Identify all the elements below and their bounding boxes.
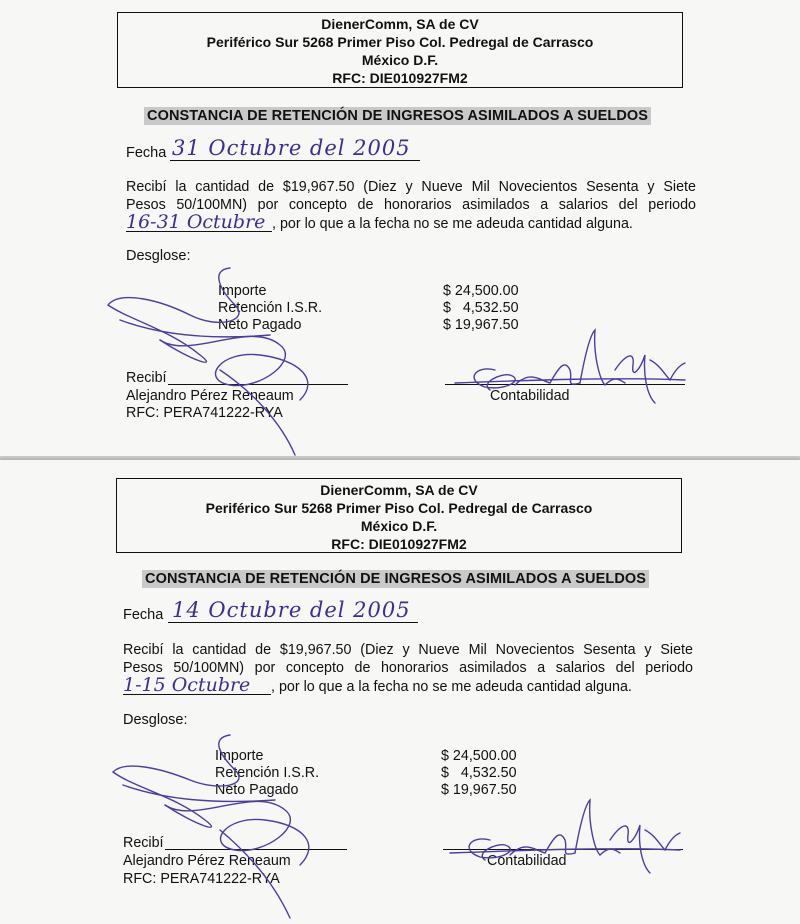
paragraph-line-2: Pesos 50/100MN) por concepto de honorarios asimilados a salarios del periodo [126, 197, 696, 213]
receipt-paragraph [123, 641, 693, 696]
importe-label: Importe [215, 748, 264, 764]
handwritten-date: 14 Octubre del 2005 [172, 598, 411, 622]
paragraph-line-3-text: , por lo que a la fecha no se me adeuda cantidad alguna. [271, 679, 632, 695]
retencion-label: Retención I.S.R. [215, 765, 320, 781]
recipient-rfc: RFC: PERA741222-RYA [126, 405, 283, 421]
date-underline [168, 622, 418, 623]
receipt-page-2 [0, 460, 800, 924]
company-address: Periférico Sur 5268 Primer Piso Col. Pedregal de Carrasco [206, 34, 594, 50]
contabilidad-label: Contabilidad [490, 388, 570, 404]
receipt-page-1 [0, 0, 800, 456]
contabilidad-signature [455, 325, 695, 410]
certificate-title: CONSTANCIA DE RETENCIÓN DE INGRESOS ASIMILADOS A SUELDOS [144, 107, 651, 125]
retencion-value: $ 4,532.50 [443, 300, 519, 316]
date-underline [170, 160, 420, 161]
recipient-name: Alejandro Pérez Reneaum [126, 388, 294, 404]
company-header [116, 478, 682, 553]
recipient-signature [105, 730, 345, 920]
company-name: DienerComm, SA de CV [321, 16, 479, 32]
desglose-label: Desglose: [126, 248, 191, 264]
importe-value: $ 24,500.00 [443, 283, 519, 299]
paragraph-line-3 [126, 211, 696, 233]
receipt-paragraph [126, 178, 696, 233]
company-name: DienerComm, SA de CV [320, 482, 478, 498]
paragraph-line-1: Recibí la cantidad de $19,967.50 (Diez y Nueve Mil Novecientos Sesenta y Siete [123, 642, 693, 658]
neto-value: $ 19,967.50 [441, 782, 517, 798]
importe-value: $ 24,500.00 [441, 748, 517, 764]
paragraph-line-1: Recibí la cantidad de $19,967.50 (Diez y Nueve Mil Novecientos Sesenta y Siete [126, 179, 696, 195]
desglose-label: Desglose: [123, 712, 188, 728]
fecha-label: Fecha [126, 145, 167, 161]
retencion-label: Retención I.S.R. [218, 300, 323, 316]
handwritten-date: 31 Octubre del 2005 [172, 136, 411, 160]
recibi-label: Recibí [126, 370, 167, 386]
company-city: México D.F. [360, 518, 438, 534]
certificate-title: CONSTANCIA DE RETENCIÓN DE INGRESOS ASIMILADOS A SUELDOS [142, 570, 649, 588]
company-rfc: RFC: DIE010927FM2 [331, 536, 467, 552]
recibi-label: Recibí [123, 835, 164, 851]
importe-label: Importe [218, 283, 267, 299]
paragraph-line-3-text: , por lo que a la fecha no se me adeuda cantidad alguna. [272, 216, 633, 232]
neto-label: Neto Pagado [215, 782, 299, 798]
paragraph-line-3 [123, 674, 693, 696]
retencion-value: $ 4,532.50 [441, 765, 517, 781]
company-city: México D.F. [361, 52, 439, 68]
neto-label: Neto Pagado [218, 317, 302, 333]
handwritten-period: 1-15 Octubre [123, 677, 271, 695]
recipient-name: Alejandro Pérez Reneaum [123, 853, 291, 869]
paragraph-line-2: Pesos 50/100MN) por concepto de honorarios asimilados a salarios del periodo [123, 660, 693, 676]
contabilidad-label: Contabilidad [487, 853, 567, 869]
recipient-rfc: RFC: PERA741222-RYA [123, 871, 280, 887]
handwritten-period: 16-31 Octubre [126, 214, 272, 232]
fecha-label: Fecha [123, 607, 164, 623]
neto-value: $ 19,967.50 [443, 317, 519, 333]
recipient-signature [100, 260, 340, 460]
contabilidad-signature [450, 795, 690, 880]
company-header [117, 12, 683, 88]
company-address: Periférico Sur 5268 Primer Piso Col. Pedregal de Carrasco [205, 500, 593, 516]
company-rfc: RFC: DIE010927FM2 [332, 70, 468, 86]
